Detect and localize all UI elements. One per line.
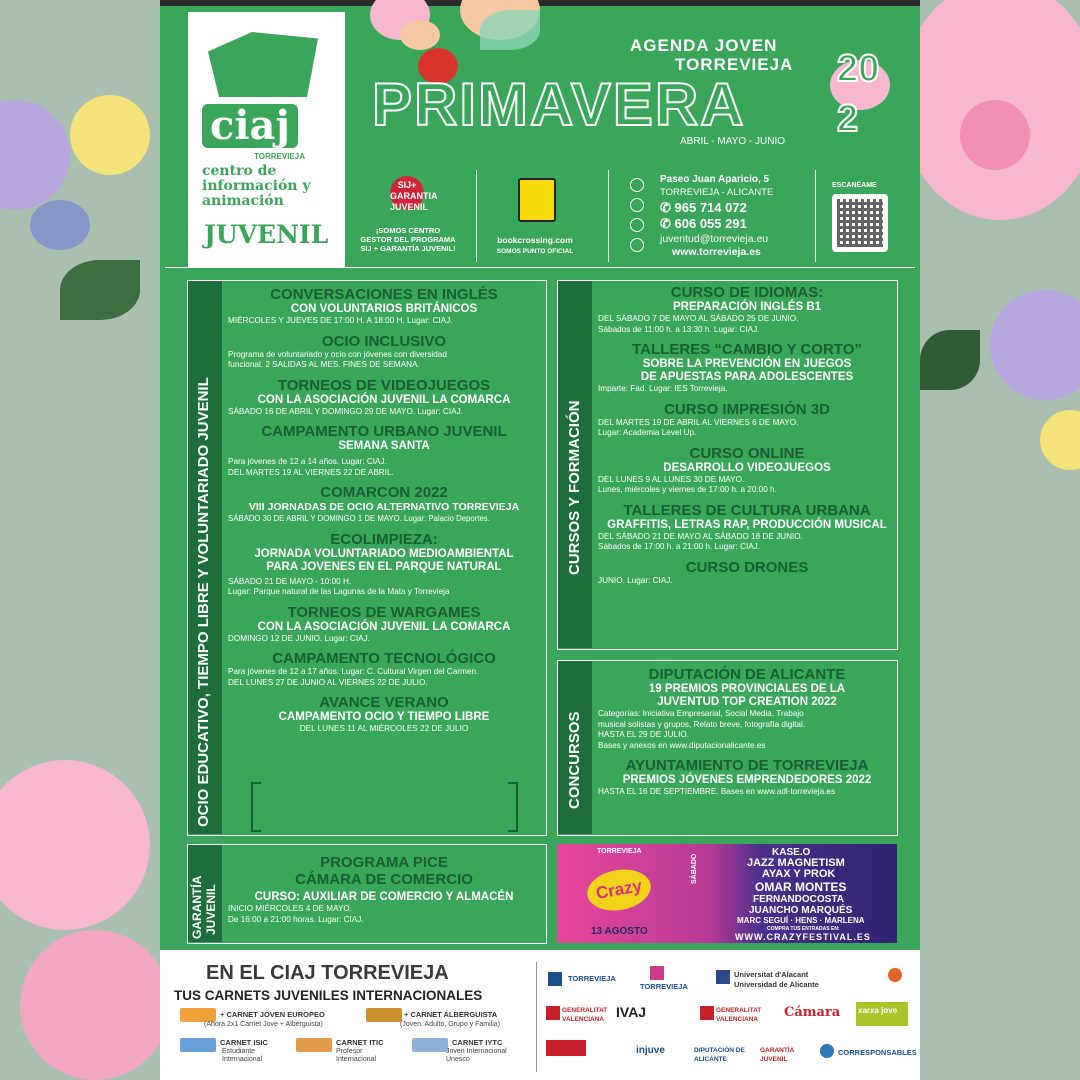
course-detail: Lunes, miércoles y viernes de 17:00 h. a 20:00 h. xyxy=(598,485,777,494)
course-detail: Lugar: Academia Level Up. xyxy=(598,428,697,437)
footer-subtitle: TUS CARNETS JUVENILES INTERNACIONALES xyxy=(174,988,483,1003)
phone-number xyxy=(660,200,747,216)
artist: KASE.O xyxy=(772,847,811,858)
qr-code-icon[interactable] xyxy=(832,194,888,252)
concursos-events xyxy=(598,666,896,804)
isic-card-icon xyxy=(180,1038,216,1052)
logo-figure-icon xyxy=(208,32,318,97)
event-detail: SÁBADO 21 DE MAYO - 10:00 H. xyxy=(228,576,352,586)
carnet-label: + CARNET JOVEN EUROPEO xyxy=(220,1010,325,1019)
course-detail: DEL SÁBADO 21 DE MAYO AL SÁBADO 18 DE JUNIO. xyxy=(598,531,803,541)
bracket-left xyxy=(251,782,261,832)
sponsor-name: Cámara xyxy=(784,1005,841,1020)
buy-tickets-label: COMPRA TUS ENTRADAS EN: xyxy=(767,926,840,932)
event-detail: Para jóvenes de 12 a 14 años. Lugar: CIAJ. xyxy=(228,457,387,466)
sede-universitaria-logo-icon xyxy=(650,966,664,980)
artist: FERNANDOCOSTA xyxy=(753,894,844,905)
contest-detail: musical solistas y grupos, Relato breve, fotografía digital. xyxy=(598,719,806,729)
carnet-joven-card-icon xyxy=(180,1008,216,1022)
program-detail: INICIO MIÉRCOLES 4 DE MAYO. xyxy=(228,904,353,913)
carnet-sub: Internacional xyxy=(336,1056,377,1063)
cursos-section-label: CURSOS Y FORMACIÓN xyxy=(566,400,583,575)
event-title: COMARCON 2022 xyxy=(320,484,448,501)
agenda-city: TORREVIEJA xyxy=(675,55,794,74)
address-line2: TORREVIEJA - ALICANTE xyxy=(660,187,774,198)
program-detail: De 16:00 a 21:00 horas. Lugar: CIAJ. xyxy=(228,914,364,924)
event-detail: SÁBADO 16 DE ABRIL Y DOMINGO 29 DE MAYO. Lugar: CIAJ. xyxy=(228,406,463,416)
event-subtitle: CON LA ASOCIACIÓN JUVENIL LA COMARCA xyxy=(257,393,511,406)
sponsor-name: GARANTÍA JUVENIL xyxy=(760,1047,795,1063)
parque-natural-logo-icon xyxy=(888,968,902,982)
contest-subtitle: PREMIOS JÓVENES EMPRENDEDORES 2022 xyxy=(622,774,872,786)
course-title: CURSO ONLINE xyxy=(689,444,805,462)
course-detail: DEL LUNES 9 AL LUNES 30 DE MAYO. xyxy=(598,474,745,484)
cursos-events xyxy=(598,284,896,592)
iytc-card-icon xyxy=(412,1038,448,1052)
sponsor-name: GENERALITAT VALENCIANA xyxy=(562,1007,608,1023)
event-detail: Para jóvenes de 12 a 17 años. Lugar: C. Cultural Virgen del Carmen. xyxy=(228,667,479,676)
sponsor-name: TORREVIEJA xyxy=(640,982,688,991)
event-detail: DEL LUNES 11 AL MIÉRCOLES 22 DE JULIO xyxy=(299,724,469,733)
months: ABRIL - MAYO - JUNIO xyxy=(680,136,786,147)
carnet-sub: Internacional xyxy=(222,1056,263,1063)
festival-logo: Crazy xyxy=(584,865,654,916)
contest-detail: Bases y anexos en www.diputacionalicante.es xyxy=(598,740,766,750)
festival-url[interactable]: WWW.CRAZYFESTIVAL.ES xyxy=(735,932,871,942)
event-title: CONVERSACIONES EN INGLÉS xyxy=(270,286,498,303)
logo-ciaj-text: ciaj xyxy=(202,104,298,148)
course-detail: DEL MARTES 19 DE ABRIL AL VIERNES 6 DE MAYO. xyxy=(598,417,799,427)
carnet-label: + CARNET ALBERGUISTA xyxy=(404,1010,498,1019)
event-title: CAMPAMENTO TECNOLÓGICO xyxy=(272,650,496,667)
gobierno-espana-logo-icon xyxy=(546,1040,586,1056)
event-subtitle: CAMPAMENTO OCIO Y TIEMPO LIBRE xyxy=(278,711,490,723)
course-subtitle: SOBRE LA PREVENCIÓN EN JUEGOS xyxy=(642,358,852,370)
festival-day: SÁBADO xyxy=(691,853,698,884)
sponsor-name: DIPUTACIÓN DE ALICANTE xyxy=(694,1047,745,1063)
concursos-section-label: CONCURSOS xyxy=(566,711,583,809)
ocio-events xyxy=(228,286,540,741)
garantia-event xyxy=(228,854,540,925)
carnet-label: CARNET ITIC xyxy=(336,1038,384,1047)
sponsor-name: Universitat d'Alacant xyxy=(734,970,809,979)
sponsor-name: xarxa jove xyxy=(856,1002,908,1026)
artist: JAZZ MAGNETISM xyxy=(747,857,845,869)
ocio-section-label: OCIO EDUCATIVO, TIEMPO LIBRE Y VOLUNTARIADO JUVENIL xyxy=(195,377,212,827)
youtube-icon[interactable] xyxy=(630,238,644,252)
universidad-logo-icon xyxy=(716,970,730,984)
event-title: TORNEOS DE WARGAMES xyxy=(287,603,481,621)
contest-detail: Categorías: Iniciativa Empresarial, Social Media, Trabajo xyxy=(598,709,804,718)
event-subtitle: PARA JOVENES EN EL PARQUE NATURAL xyxy=(266,560,502,573)
carnet-sub: (Ahora 2x1 Carnet Jove + Alberguista) xyxy=(204,1021,323,1028)
artist: JUANCHO MARQUÉS xyxy=(749,905,853,916)
garantia-label-2: JUVENIL xyxy=(204,884,218,935)
sponsor-name: IVAJ xyxy=(616,1004,647,1020)
event-detail: Programa de voluntariado y ocio con jóvenes con diversidad xyxy=(228,349,447,359)
event-detail: funcional. 2 SALIDAS AL MES. FINES DE SEMANA. xyxy=(228,360,420,369)
course-subtitle: PREPARACIÓN INGLÉS B1 xyxy=(672,301,822,313)
event-detail: DEL LUNES 27 DE JUNIO AL VIERNES 22 DE JULIO. xyxy=(228,677,428,687)
event-subtitle: SEMANA SANTA xyxy=(338,440,430,452)
event-detail: SÁBADO 30 DE ABRIL Y DOMINGO 1 DE MAYO. Lugar: Palacio Deportes. xyxy=(228,514,490,523)
top-bar xyxy=(160,0,920,6)
course-title: TALLERES “CAMBIO Y CORTO” xyxy=(632,341,862,358)
carnet-sub: Unesco xyxy=(446,1056,470,1063)
whatsapp-number xyxy=(660,216,747,232)
event-subtitle: JORNADA VOLUNTARIADO MEDIOAMBIENTAL xyxy=(254,547,514,560)
course-subtitle: DESARROLLO VIDEOJUEGOS xyxy=(663,461,831,474)
course-detail: Sábados de 17:00 h. a 21:00 h. Lugar: CIAJ. xyxy=(598,542,761,551)
agenda-title: AGENDA JOVEN xyxy=(630,36,778,55)
contest-subtitle: JUVENTUD TOP CREATION 2022 xyxy=(657,696,837,708)
itic-card-icon xyxy=(296,1038,332,1052)
sponsor-name: injuve xyxy=(636,1045,665,1056)
footer xyxy=(160,950,920,1080)
event-detail: Lugar: Parque natural de las Lagunas de la Mata y Torrevieja xyxy=(228,587,450,596)
course-detail: Imparte: Fad. Lugar: IES Torrevieja. xyxy=(598,384,728,393)
bookcrossing-link[interactable]: bookcrossing.com xyxy=(497,235,573,245)
twitter-icon[interactable] xyxy=(630,218,644,232)
event-title: ECOLIMPIEZA: xyxy=(330,530,438,548)
season-title: PRIMAVERA xyxy=(372,71,746,138)
event-detail: DOMINGO 12 DE JUNIO. Lugar: CIAJ. xyxy=(228,633,370,643)
ayuntamiento-logo-icon xyxy=(548,972,562,986)
contest-title: DIPUTACIÓN DE ALICANTE xyxy=(648,666,846,683)
course-detail: Sábados de 11:00 h. a 13:30 h. Lugar: CIAJ. xyxy=(598,324,760,334)
sponsor-name: CORRESPONSABLES xyxy=(838,1048,917,1057)
year-bottom: 2 xyxy=(837,98,859,140)
event-subtitle: CON VOLUNTARIOS BRITÁNICOS xyxy=(290,303,478,315)
event-title: CAMPAMENTO URBANO JUVENIL xyxy=(261,423,507,440)
year-top: 20 xyxy=(837,48,880,90)
event-detail: MIÉRCOLES Y JUEVES DE 17:00 H. A 18:00 H. Lugar: CIAJ. xyxy=(228,316,453,325)
artist: AYAX Y PROK xyxy=(762,868,836,880)
carnet-alberguista-card-icon xyxy=(366,1008,402,1022)
sponsor-name: Universidad de Alicante xyxy=(734,980,819,989)
poster xyxy=(160,0,920,1080)
whatsapp-icon: ✆ xyxy=(660,216,675,231)
whatsapp-value: 606 055 291 xyxy=(674,216,747,231)
corresponsables-logo-icon xyxy=(820,1044,834,1058)
bracket-right xyxy=(508,782,518,832)
footer-title: EN EL CIAJ TORREVIEJA xyxy=(206,962,449,984)
festival-city: TORREVIEJA xyxy=(597,848,642,855)
event-detail: DEL MARTES 19 AL VIERNES 22 DE ABRIL. xyxy=(228,467,394,477)
qr-label: ESCANÉAME xyxy=(832,182,877,189)
address-line1: Paseo Juan Aparicio, 5 xyxy=(660,174,770,185)
course-subtitle: DE APUESTAS PARA ADOLESCENTES xyxy=(640,371,854,383)
program-subtitle: CURSO: AUXILIAR DE COMERCIO Y ALMACÉN xyxy=(254,891,514,903)
logo-city: TORREVIEJA xyxy=(254,152,305,161)
crazy-festival-banner[interactable] xyxy=(557,844,897,943)
artist: MARC SEGUÍ · HENS · MARLENA xyxy=(737,916,865,925)
contest-detail: HASTA EL 29 DE JULIO. xyxy=(598,730,690,739)
sij-badge: SIJ+ GARANTIA JUVENIL xyxy=(390,176,424,210)
course-title: CURSO DE IDIOMAS: xyxy=(670,284,824,301)
contest-detail: HASTA EL 16 DE SEPTIEMBRE. Bases en www.adl-torrevieja.es xyxy=(598,787,836,796)
carnet-sub: Profesor xyxy=(336,1048,363,1055)
course-title: TALLERES DE CULTURA URBANA xyxy=(623,501,871,519)
event-title: AVANCE VERANO xyxy=(319,694,449,711)
course-subtitle: GRAFFITIS, LETRAS RAP, PRODUCCIÓN MUSICAL xyxy=(607,518,887,531)
facebook-icon[interactable] xyxy=(630,178,644,192)
web-link[interactable]: www.torrevieja.es xyxy=(672,246,761,258)
artist: OMAR MONTES xyxy=(755,880,847,894)
carnet-sub: Joven Internacional xyxy=(446,1048,507,1055)
logo-juvenil: JUVENIL xyxy=(204,220,329,249)
carnet-sub: (Joven, Adulto, Grupo y Familia) xyxy=(400,1021,500,1028)
festival-date: 13 AGOSTO xyxy=(591,926,648,937)
program-title: PROGRAMA PICE xyxy=(320,854,448,871)
bookcrossing-sub: SOMOS PUNTO OFICIAL xyxy=(496,248,574,255)
carnet-sub: Estudiante xyxy=(222,1048,256,1055)
carnet-label: CARNET ISIC xyxy=(220,1038,268,1047)
course-detail: DEL SÁBADO 7 DE MAYO AL SÁBADO 25 DE JUNIO. xyxy=(598,314,799,323)
event-title: TORNEOS DE VIDEOJUEGOS xyxy=(277,376,491,394)
book-icon xyxy=(518,178,556,222)
program-title: CÁMARA DE COMERCIO xyxy=(295,871,473,888)
carnet-label: CARNET IYTC xyxy=(452,1038,503,1047)
course-detail: JUNIO. Lugar: CIAJ. xyxy=(598,575,673,585)
instagram-icon[interactable] xyxy=(630,198,644,212)
sij-text: ¡SOMOS CENTRO GESTOR DEL PROGRAMA SIJ + GARANTÍA JUVENIL! xyxy=(360,226,456,253)
contest-title: AYUNTAMIENTO DE TORREVIEJA xyxy=(625,757,869,774)
garantia-label-1: GARANTÍA xyxy=(190,875,204,939)
ciaj-logo xyxy=(188,12,345,267)
event-subtitle: CON LA ASOCIACIÓN JUVENIL LA COMARCA xyxy=(257,620,511,633)
phone-value: 965 714 072 xyxy=(674,200,747,215)
event-title: OCIO INCLUSIVO xyxy=(321,332,447,350)
sponsor-name: TORREVIEJA xyxy=(568,974,616,983)
phone-icon: ✆ xyxy=(660,200,675,215)
sponsor-name: GENERALITAT VALENCIANA xyxy=(716,1007,762,1023)
contest-subtitle: 19 PREMIOS PROVINCIALES DE LA xyxy=(648,683,846,695)
event-subtitle: VIII JORNADAS DE OCIO ALTERNATIVO TORREVIEJA xyxy=(248,501,520,513)
course-title: CURSO IMPRESIÓN 3D xyxy=(664,400,830,418)
course-title: CURSO DRONES xyxy=(685,558,809,576)
generalitat-logo-icon xyxy=(546,1006,560,1020)
email-link[interactable]: juventud@torrevieja.eu xyxy=(660,233,769,245)
generalitat-logo-icon xyxy=(700,1006,714,1020)
logo-tagline: centro de información y animación xyxy=(202,163,311,209)
